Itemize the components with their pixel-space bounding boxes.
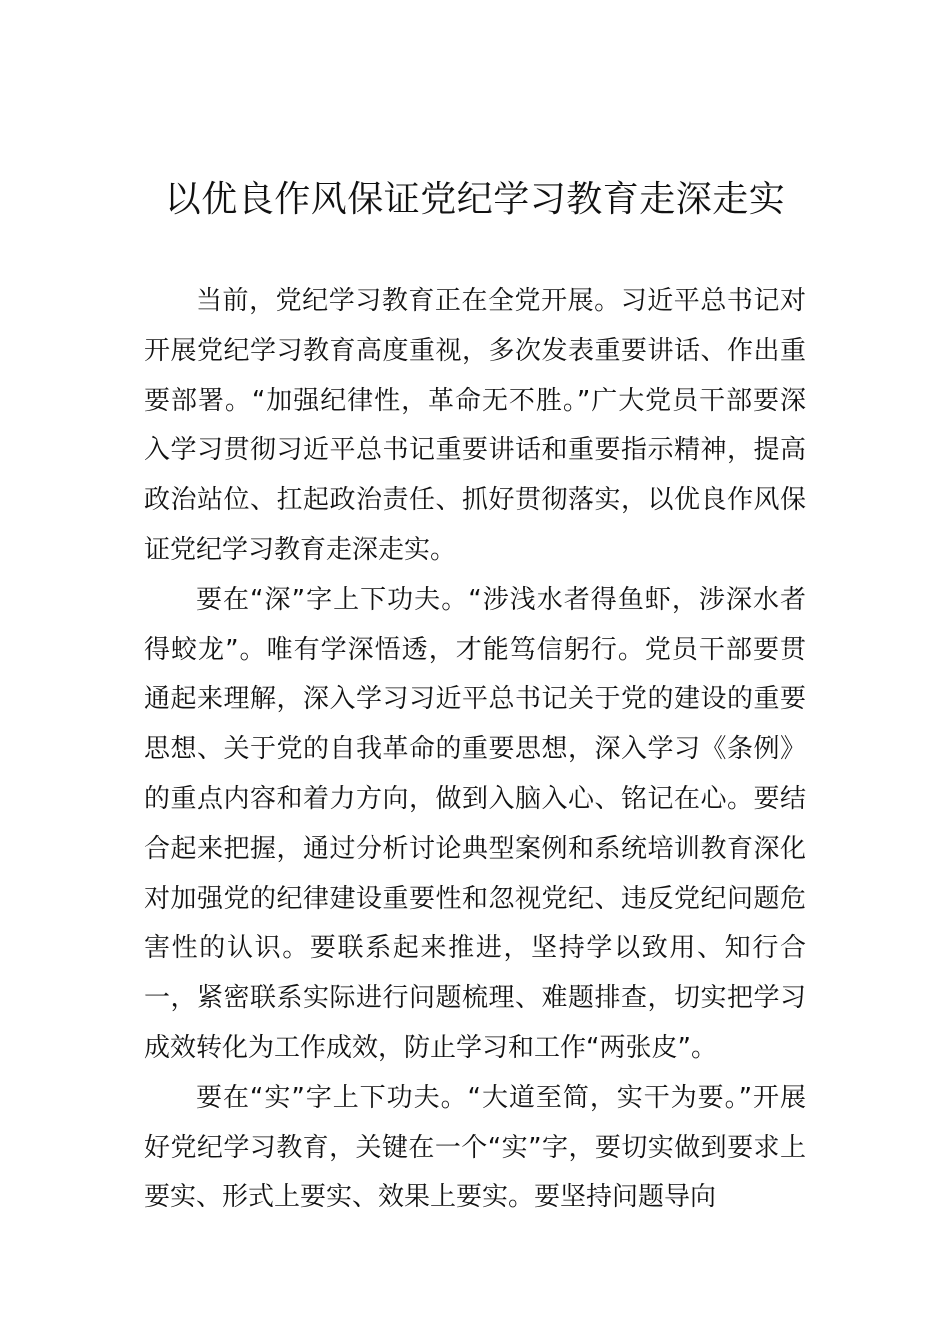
document-title: 以优良作风保证党纪学习教育走深走实	[164, 179, 786, 220]
paragraph-intro: 当前，党纪学习教育正在全党开展。习近平总书记对开展党纪学习教育高度重视，多次发表重要讲话、作出重要部署。“加强纪律性，革命无不胜。”广大党员干部要深入学习贯彻习近平总书记重要讲话和重要指示精神，提高政治站位、扛起政治责任、抓好贯彻落实，以优良作风保证党纪学习教育走深走实。	[144, 286, 806, 565]
document-body	[144, 277, 806, 1223]
paragraph-substance: 要在“实”字上下功夫。“大道至简，实干为要。”开展好党纪学习教育，关键在一个“实”字，要切实做到要求上要实、形式上要实、效果上要实。要坚持问题导向	[144, 1082, 806, 1213]
paragraph-depth: 要在“深”字上下功夫。“涉浅水者得鱼虾，涉深水者得蛟龙”。唯有学深悟透，才能笃信躬行。党员干部要贯通起来理解，深入学习习近平总书记关于党的建设的重要思想、关于党的自我革命的重要思想，深入学习《条例》的重点内容和着力方向，做到入脑入心、铭记在心。要结合起来把握，通过分析讨论典型案例和系统培训教育深化对加强党的纪律建设重要性和忽视党纪、违反党纪问题危害性的认识。要联系起来推进，坚持学以致用、知行合一，紧密联系实际进行问题梳理、难题排查，切实把学习成效转化为工作成效，防止学习和工作“两张皮”。	[144, 584, 806, 1063]
